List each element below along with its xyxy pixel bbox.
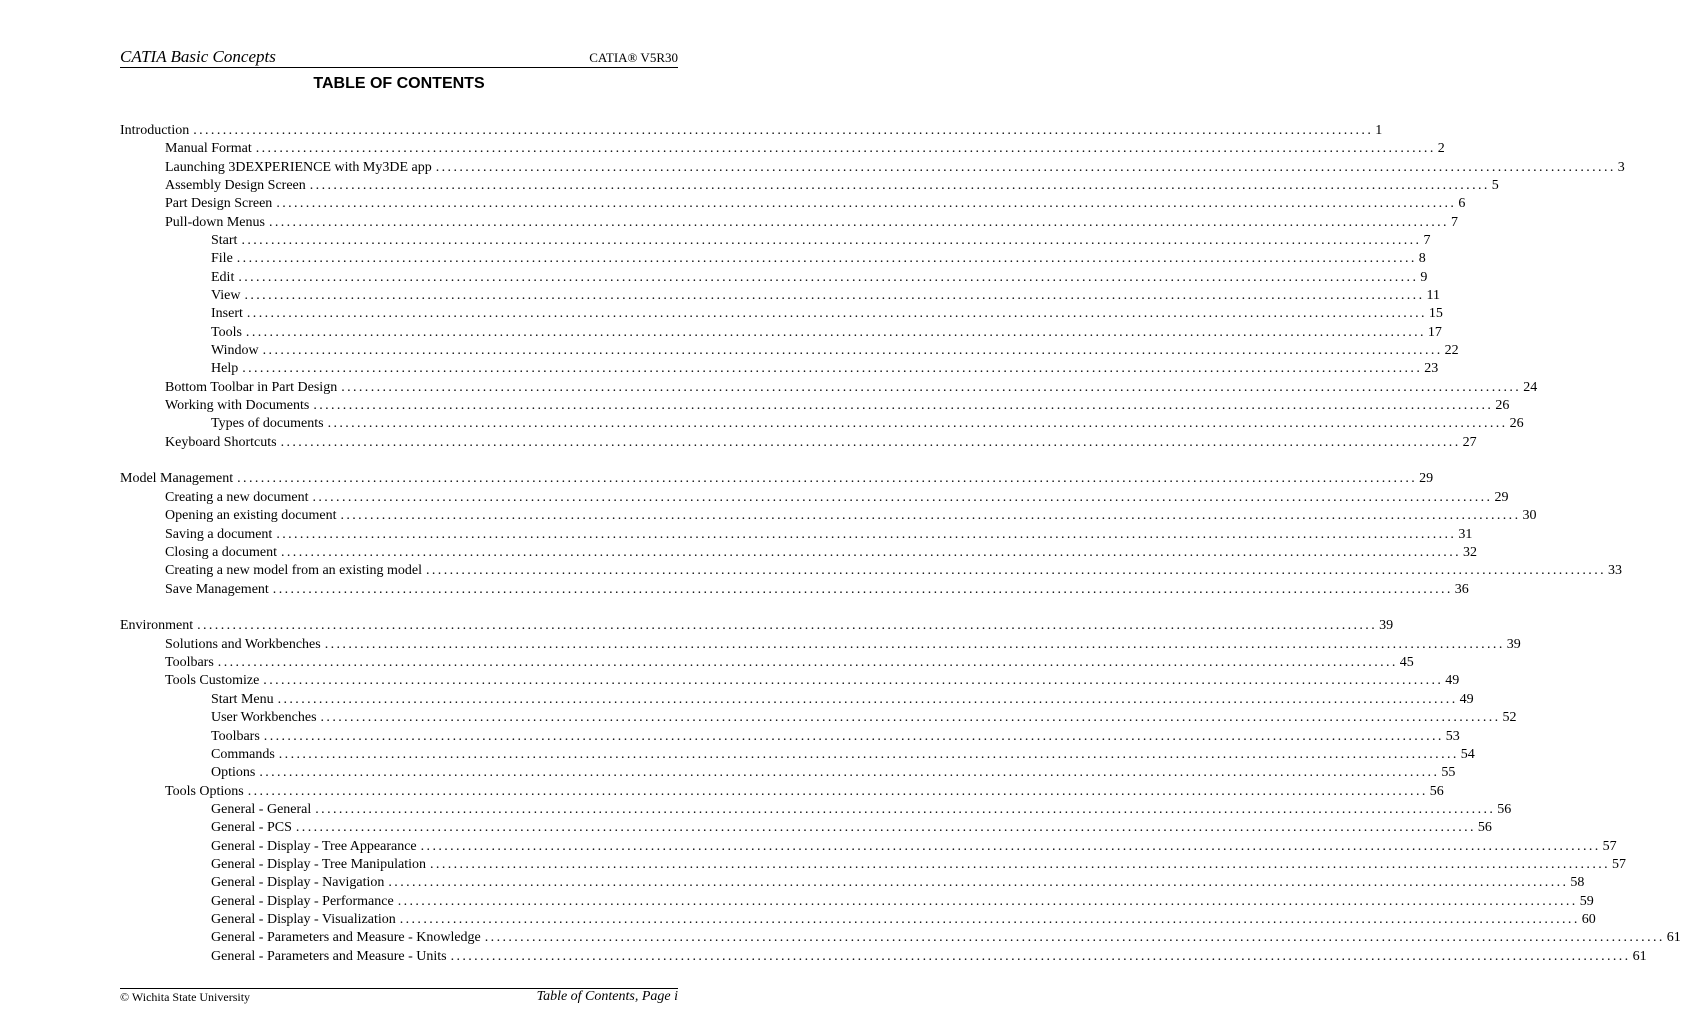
toc-entry-label: Solutions and Workbenches [165, 637, 321, 652]
toc-entry-page: 36 [1454, 582, 1469, 597]
toc-entry-page: 52 [1502, 710, 1517, 725]
page-title: TABLE OF CONTENTS [313, 75, 485, 92]
toc-entry-page: 57 [1612, 857, 1627, 872]
toc-entry-label: Options [211, 765, 256, 780]
toc-dot-leader: ........................................................................................................................................................................................................ [272, 582, 1453, 597]
toc-entry-page: 30 [1522, 508, 1537, 523]
toc-entry-page: 7 [1450, 215, 1458, 230]
toc-dot-leader: ........................................................................................................................................................................................................ [259, 765, 1440, 780]
toc-entry-page: 56 [1497, 802, 1512, 817]
toc-entry [165, 562, 1622, 580]
toc-dot-leader: ........................................................................................................................................................................................................ [320, 710, 1501, 725]
toc-dot-leader: ........................................................................................................................................................................................................ [236, 251, 1417, 266]
toc-entry-page: 1 [1375, 123, 1383, 138]
toc-entry [211, 415, 1524, 433]
toc-entry-label: Saving a document [165, 527, 273, 542]
toc-dot-leader: ........................................................................................................................................................................................................ [484, 930, 1665, 945]
toc-entry-label: Bottom Toolbar in Part Design [165, 380, 338, 395]
toc-entry-page: 15 [1428, 306, 1443, 321]
toc-entry-page: 59 [1579, 894, 1594, 909]
toc-entry [211, 948, 1647, 966]
toc-entry-page: 7 [1423, 233, 1431, 248]
toc-dot-leader: ........................................................................................................................................................................................................ [255, 141, 1436, 156]
toc-entry-page: 57 [1602, 839, 1617, 854]
toc-entry-page: 53 [1445, 729, 1460, 744]
toc-entry-page: 39 [1379, 618, 1394, 633]
toc-entry-label: Types of documents [211, 416, 324, 431]
toc-entry [211, 305, 1443, 323]
toc-entry-label: General - Display - Tree Manipulation [211, 857, 427, 872]
toc-entry [211, 250, 1426, 268]
toc-entry [120, 617, 1394, 635]
toc-entry-page: 49 [1459, 692, 1474, 707]
toc-entry-label: General - Display - Visualization [211, 912, 396, 927]
toc-entry [211, 856, 1627, 874]
toc-entry [165, 783, 1444, 801]
toc-entry-page: 22 [1444, 343, 1459, 358]
toc-dot-leader: ........................................................................................................................................................................................................ [388, 875, 1569, 890]
toc-entry-label: Keyboard Shortcuts [165, 435, 277, 450]
toc-entry [211, 360, 1439, 378]
toc-dot-leader: ........................................................................................................................................................................................................ [242, 361, 1423, 376]
toc-entry-page: 5 [1491, 178, 1499, 193]
toc-dot-leader: ........................................................................................................................................................................................................ [399, 912, 1580, 927]
toc-entry-page: 31 [1458, 527, 1473, 542]
toc-entry [165, 177, 1499, 195]
toc-entry [165, 526, 1473, 544]
toc-dot-leader: ........................................................................................................................................................................................................ [340, 508, 1521, 523]
toc-entry [211, 764, 1456, 782]
toc-entry [211, 746, 1475, 764]
toc-entry-label: View [211, 288, 241, 303]
toc-entry-page: 11 [1426, 288, 1440, 303]
toc-entry-page: 27 [1462, 435, 1477, 450]
toc-entry-label: Tools Customize [165, 673, 260, 688]
toc-dot-leader: ........................................................................................................................................................................................................ [237, 471, 1418, 486]
toc-entry [165, 654, 1414, 672]
toc-dot-leader: ........................................................................................................................................................................................................ [263, 729, 1444, 744]
toc-entry-page: 3 [1617, 160, 1625, 175]
toc-entry-label: Creating a new model from an existing model [165, 563, 422, 578]
toc-entry-page: 26 [1509, 416, 1524, 431]
toc-entry-label: Save Management [165, 582, 269, 597]
toc-entry-label: Part Design Screen [165, 196, 273, 211]
toc-entry-label: Start [211, 233, 238, 248]
toc-entry-label: Closing a document [165, 545, 277, 560]
toc-entry-label: Start Menu [211, 692, 274, 707]
toc-entry [211, 232, 1431, 250]
toc-entry [211, 819, 1492, 837]
toc-dot-leader: ........................................................................................................................................................................................................ [295, 820, 1476, 835]
toc-entry-page: 61 [1632, 949, 1647, 964]
toc-entry-page: 54 [1460, 747, 1475, 762]
toc-dot-leader: ........................................................................................................................................................................................................ [262, 343, 1443, 358]
toc-entry-page: 49 [1445, 673, 1460, 688]
toc-dot-leader: ........................................................................................................................................................................................................ [341, 380, 1522, 395]
toc-entry-page: 56 [1429, 784, 1444, 799]
toc-entry [165, 434, 1477, 452]
toc-entry-label: Model Management [120, 471, 234, 486]
running-header-title: CATIA Basic Concepts [120, 47, 276, 66]
toc-entry-label: General - Display - Tree Appearance [211, 839, 417, 854]
toc-entry-page: 23 [1424, 361, 1439, 376]
toc-entry-page: 2 [1437, 141, 1445, 156]
toc-entry [211, 324, 1442, 342]
toc-entry-label: Tools [211, 325, 242, 340]
toc-entry-label: General - Parameters and Measure - Knowledge [211, 930, 481, 945]
toc-entry-label: Environment [120, 618, 194, 633]
toc-dot-leader: ........................................................................................................................................................................................................ [217, 655, 1398, 670]
toc-entry-label: Working with Documents [165, 398, 310, 413]
toc-entry-label: Launching 3DEXPERIENCE with My3DE app [165, 160, 432, 175]
toc-dot-leader: ........................................................................................................................................................................................................ [197, 618, 1378, 633]
toc-entry-label: Toolbars [211, 729, 260, 744]
toc-entry-page: 55 [1441, 765, 1456, 780]
toc-entry [165, 636, 1521, 654]
toc-entry-label: Creating a new document [165, 490, 309, 505]
toc-entry [211, 709, 1517, 727]
toc-dot-leader: ........................................................................................................................................................................................................ [430, 857, 1611, 872]
toc-dot-leader: ........................................................................................................................................................................................................ [241, 233, 1422, 248]
toc-entry-page: 6 [1458, 196, 1466, 211]
toc-entry [211, 287, 1440, 305]
toc-entry-page: 58 [1570, 875, 1585, 890]
toc-dot-leader: ........................................................................................................................................................................................................ [420, 839, 1601, 854]
toc-entry-page: 61 [1666, 930, 1681, 945]
toc-entry [211, 929, 1681, 947]
toc-entry-page: 56 [1477, 820, 1492, 835]
toc-entry-label: General - Display - Performance [211, 894, 394, 909]
toc-dot-leader: ........................................................................................................................................................................................................ [247, 784, 1428, 799]
toc-dot-leader: ........................................................................................................................................................................................................ [450, 949, 1631, 964]
toc-dot-leader: ........................................................................................................................................................................................................ [324, 637, 1505, 652]
toc-entry [165, 672, 1460, 690]
toc-dot-leader: ........................................................................................................................................................................................................ [244, 288, 1425, 303]
toc-entry [211, 728, 1460, 746]
toc-entry-label: Pull-down Menus [165, 215, 265, 230]
toc-dot-leader: ........................................................................................................................................................................................................ [193, 123, 1374, 138]
toc-dot-leader: ........................................................................................................................................................................................................ [313, 398, 1494, 413]
toc-dot-leader: ........................................................................................................................................................................................................ [312, 490, 1493, 505]
toc-dot-leader: ........................................................................................................................................................................................................ [246, 306, 1427, 321]
toc-dot-leader: ........................................................................................................................................................................................................ [245, 325, 1426, 340]
toc-dot-leader: ........................................................................................................................................................................................................ [276, 196, 1457, 211]
toc-entry-page: 24 [1523, 380, 1538, 395]
toc-dot-leader: ........................................................................................................................................................................................................ [309, 178, 1490, 193]
toc-entry-page: 29 [1494, 490, 1509, 505]
toc-entry-label: General - Parameters and Measure - Units [211, 949, 447, 964]
toc-entry-page: 32 [1463, 545, 1477, 560]
toc-dot-leader: ........................................................................................................................................................................................................ [426, 563, 1606, 578]
toc-dot-leader: ........................................................................................................................................................................................................ [268, 215, 1449, 230]
toc-entry-page: 45 [1399, 655, 1414, 670]
toc-entry-label: General - PCS [211, 820, 292, 835]
toc-entry-label: Help [211, 361, 239, 376]
toc-dot-leader: ........................................................................................................................................................................................................ [397, 894, 1578, 909]
toc-entry-label: Window [211, 343, 259, 358]
toc-entry [165, 140, 1445, 158]
toc-entry-label: Edit [211, 270, 235, 285]
toc-entry [211, 691, 1474, 709]
toc-entry [211, 893, 1594, 911]
toc-entry-page: 26 [1495, 398, 1510, 413]
toc-dot-leader: ........................................................................................................................................................................................................ [435, 160, 1616, 175]
toc-entry-label: Introduction [120, 123, 190, 138]
toc-entry [165, 195, 1466, 213]
toc-entry-label: General - Display - Navigation [211, 875, 385, 890]
toc-entry-page: 39 [1506, 637, 1521, 652]
toc-entry-label: Tools Options [165, 784, 244, 799]
toc-entry [211, 838, 1617, 856]
toc-dot-leader: ........................................................................................................................................................................................................ [280, 435, 1461, 450]
toc-dot-leader: ........................................................................................................................................................................................................ [315, 802, 1496, 817]
toc-entry-label: Manual Format [165, 141, 252, 156]
running-header-version: CATIA® V5R30 [589, 50, 678, 65]
toc-dot-leader: ........................................................................................................................................................................................................ [327, 416, 1508, 431]
toc-dot-leader: ........................................................................................................................................................................................................ [238, 270, 1419, 285]
toc-dot-leader: ........................................................................................................................................................................................................ [276, 527, 1457, 542]
toc-dot-leader: ........................................................................................................................................................................................................ [277, 692, 1458, 707]
toc-entry-page: 8 [1418, 251, 1426, 266]
toc-entry-label: Assembly Design Screen [165, 178, 306, 193]
toc-entry [165, 159, 1625, 177]
toc-entry [120, 470, 1434, 488]
toc-entry [165, 489, 1509, 507]
toc-entry [165, 379, 1538, 397]
toc-entry-page: 33 [1608, 563, 1622, 578]
toc-dot-leader: ........................................................................................................................................................................................................ [278, 747, 1459, 762]
toc-entry [165, 581, 1469, 599]
toc-entry [120, 122, 1383, 140]
toc-entry [165, 397, 1510, 415]
footer-page-label: Table of Contents, Page i [536, 989, 678, 1004]
toc-entry [211, 269, 1428, 287]
toc-entry-label: File [211, 251, 233, 266]
toc-dot-leader: ........................................................................................................................................................................................................ [263, 673, 1444, 688]
toc-entry-label: Opening an existing document [165, 508, 337, 523]
toc-entry [211, 874, 1585, 892]
toc-entry [211, 911, 1596, 929]
toc-entry-label: Insert [211, 306, 243, 321]
toc-entry [211, 801, 1512, 819]
toc-entry-page: 17 [1427, 325, 1442, 340]
toc-entry [165, 214, 1458, 232]
toc-entry-label: Toolbars [165, 655, 214, 670]
toc-entry-label: User Workbenches [211, 710, 317, 725]
toc-dot-leader: ........................................................................................................................................................................................................ [281, 545, 1461, 560]
toc-entry-label: General - General [211, 802, 312, 817]
toc-entry [165, 507, 1537, 525]
toc-entry [211, 342, 1459, 360]
toc-entry-page: 29 [1419, 471, 1434, 486]
toc-entry [165, 544, 1477, 562]
toc-entry-page: 60 [1581, 912, 1596, 927]
toc-entry-page: 9 [1420, 270, 1428, 285]
footer-copyright: © Wichita State University [120, 990, 251, 1004]
toc-entry-label: Commands [211, 747, 275, 762]
